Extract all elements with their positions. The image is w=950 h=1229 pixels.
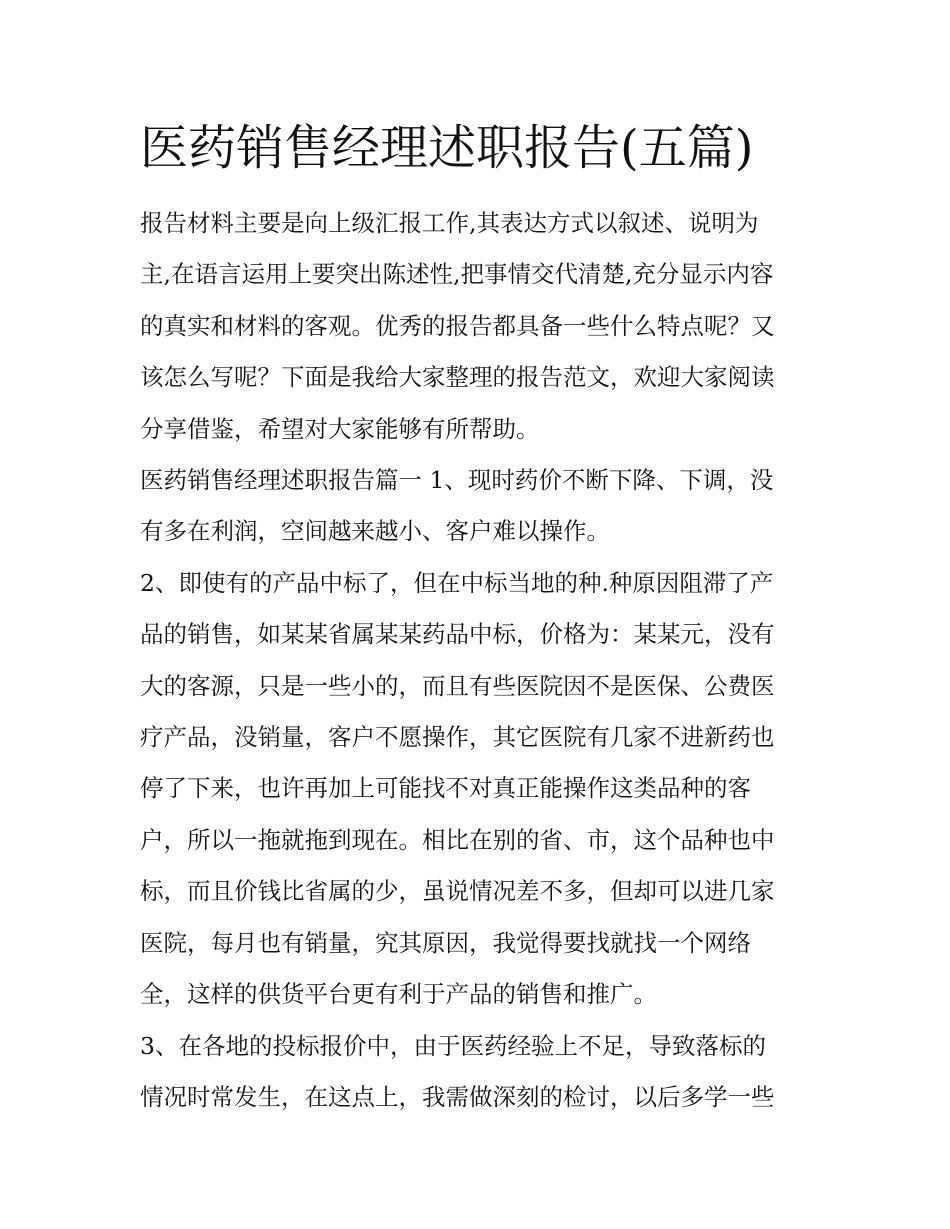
body-line: 品的销售，如某某省属某某药品中标，价格为：某某元，没有 xyxy=(140,620,775,649)
body-line: 2、即使有的产品中标了，但在中标当地的种.种原因阻滞了产 xyxy=(140,568,774,597)
body-line: 医院，每月也有销量，究其原因，我觉得要找就找一个网络 xyxy=(140,928,751,957)
body-line: 全，这样的供货平台更有利于产品的销售和推广。 xyxy=(140,980,657,1009)
body-line: 3、在各地的投标报价中，由于医药经验上不足，导致落标的 xyxy=(140,1031,766,1060)
document-body xyxy=(140,198,815,1123)
body-line: 主,在语言运用上要突出陈述性,把事情交代清楚,充分显示内容 xyxy=(140,260,774,289)
body-line: 该怎么写呢？下面是我给大家整理的报告范文，欢迎大家阅读 xyxy=(140,363,775,392)
body-line: 分享借鉴，希望对大家能够有所帮助。 xyxy=(140,414,540,443)
body-line: 户，所以一拖就拖到现在。相比在别的省、市，这个品种也中 xyxy=(140,825,775,854)
body-line: 大的客源，只是一些小的，而且有些医院因不是医保、公费医 xyxy=(140,671,775,700)
body-line: 医药销售经理述职报告篇一 1、现时药价不断下降、下调，没 xyxy=(140,466,774,495)
body-line: 疗产品，没销量，客户不愿操作，其它医院有几家不进新药也 xyxy=(140,723,775,752)
body-line: 标，而且价钱比省属的少，虽说情况差不多，但却可以进几家 xyxy=(140,877,775,906)
document-title: 医药销售经理述职报告(五篇) xyxy=(140,120,754,176)
body-line: 情况时常发生，在这点上，我需做深刻的检讨，以后多学一些 xyxy=(140,1082,775,1111)
body-line: 的真实和材料的客观。优秀的报告都具备一些什么特点呢？又 xyxy=(140,311,775,340)
body-line: 有多在利润，空间越来越小、客户难以操作。 xyxy=(140,517,610,546)
document-page xyxy=(140,112,815,1123)
body-line: 停了下来，也许再加上可能找不对真正能操作这类品种的客 xyxy=(140,774,751,803)
body-line: 报告材料主要是向上级汇报工作,其表达方式以叙述、说明为 xyxy=(140,209,759,237)
